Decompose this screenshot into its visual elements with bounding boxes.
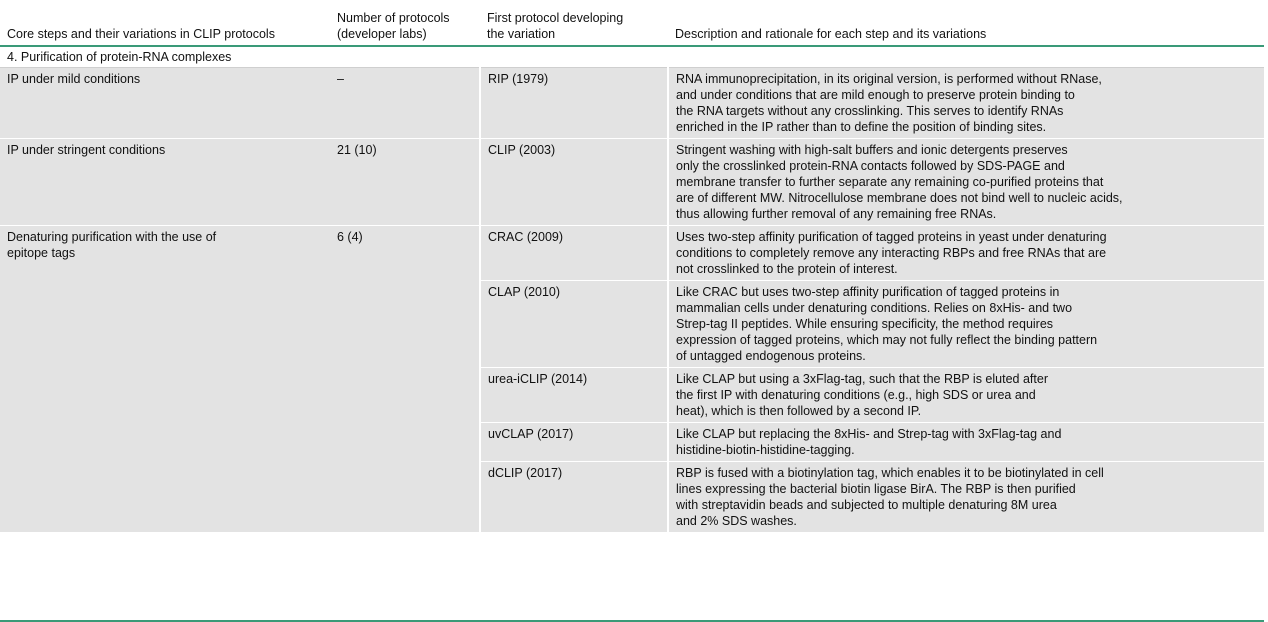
header-number-of-protocols: Number of protocols (developer labs) (337, 11, 450, 41)
protocol-cell: uvCLAP (2017) (480, 423, 668, 462)
protocol-cell: urea-iCLIP (2014) (480, 368, 668, 423)
protocol-cell: CRAC (2009) (480, 226, 668, 281)
table-row (0, 226, 1264, 281)
protocol-cell: CLAP (2010) (480, 281, 668, 368)
protocol-cell: RIP (1979) (480, 68, 668, 139)
table-row (0, 139, 1264, 226)
description-cell: Like CLAP but replacing the 8xHis- and Strep-tag with 3xFlag-tag and histidine-biotin-histidine-tagging. (668, 423, 1264, 462)
table-row (0, 68, 1264, 139)
header-core-step: Core steps and their variations in CLIP protocols (7, 27, 275, 41)
description-cell: Stringent washing with high-salt buffers and ionic detergents preserves only the crosslinked protein-RNA contacts followed by SDS-PAGE and membrane transfer to further separate any remaining co-purified proteins that are of different MW. Nitrocellulose membrane does not bind well to nucleic acids, thus allowing further removal of any remaining free RNAs. (668, 139, 1264, 226)
count-cell: 6 (4) (330, 226, 480, 533)
table-header-row (0, 0, 1264, 46)
protocol-cell: CLIP (2003) (480, 139, 668, 226)
header-description: Description and rationale for each step and its variations (675, 27, 987, 41)
protocol-cell: dCLIP (2017) (480, 462, 668, 533)
header-first-protocol: First protocol developing the variation (487, 11, 624, 41)
section-title: 4. Purification of protein-RNA complexes (0, 46, 1264, 68)
description-cell: Uses two-step affinity purification of tagged proteins in yeast under denaturing conditions to completely remove any interacting RBPs and free RNAs that are not crosslinked to the protein of interest. (668, 226, 1264, 281)
step-cell: IP under mild conditions (0, 68, 330, 139)
count-cell: – (330, 68, 480, 139)
description-cell: RNA immunoprecipitation, in its original version, is performed without RNase, and under conditions that are mild enough to preserve protein binding to the RNA targets without any crosslinking. This serves to identify RNAs enriched in the IP rather than to define the position of binding sites. (668, 68, 1264, 139)
step-cell: IP under stringent conditions (0, 139, 330, 226)
description-cell: RBP is fused with a biotinylation tag, which enables it to be biotinylated in cell lines expressing the bacterial biotin ligase BirA. The RBP is then purified with streptavidin beads and subjected to multiple denaturing 8M urea and 2% SDS washes. (668, 462, 1264, 533)
step-cell: Denaturing purification with the use of epitope tags (0, 226, 330, 533)
description-cell: Like CLAP but using a 3xFlag-tag, such that the RBP is eluted after the first IP with denaturing conditions (e.g., high SDS or urea and heat), which is then followed by a second IP. (668, 368, 1264, 423)
section-row (0, 46, 1264, 68)
description-cell: Like CRAC but uses two-step affinity purification of tagged proteins in mammalian cells under denaturing conditions. Relies on 8xHis- and two Strep-tag II peptides. While ensuring specificity, the method requires expression of tagged proteins, which may not fully reflect the binding pattern of untagged endogenous proteins. (668, 281, 1264, 368)
count-cell: 21 (10) (330, 139, 480, 226)
